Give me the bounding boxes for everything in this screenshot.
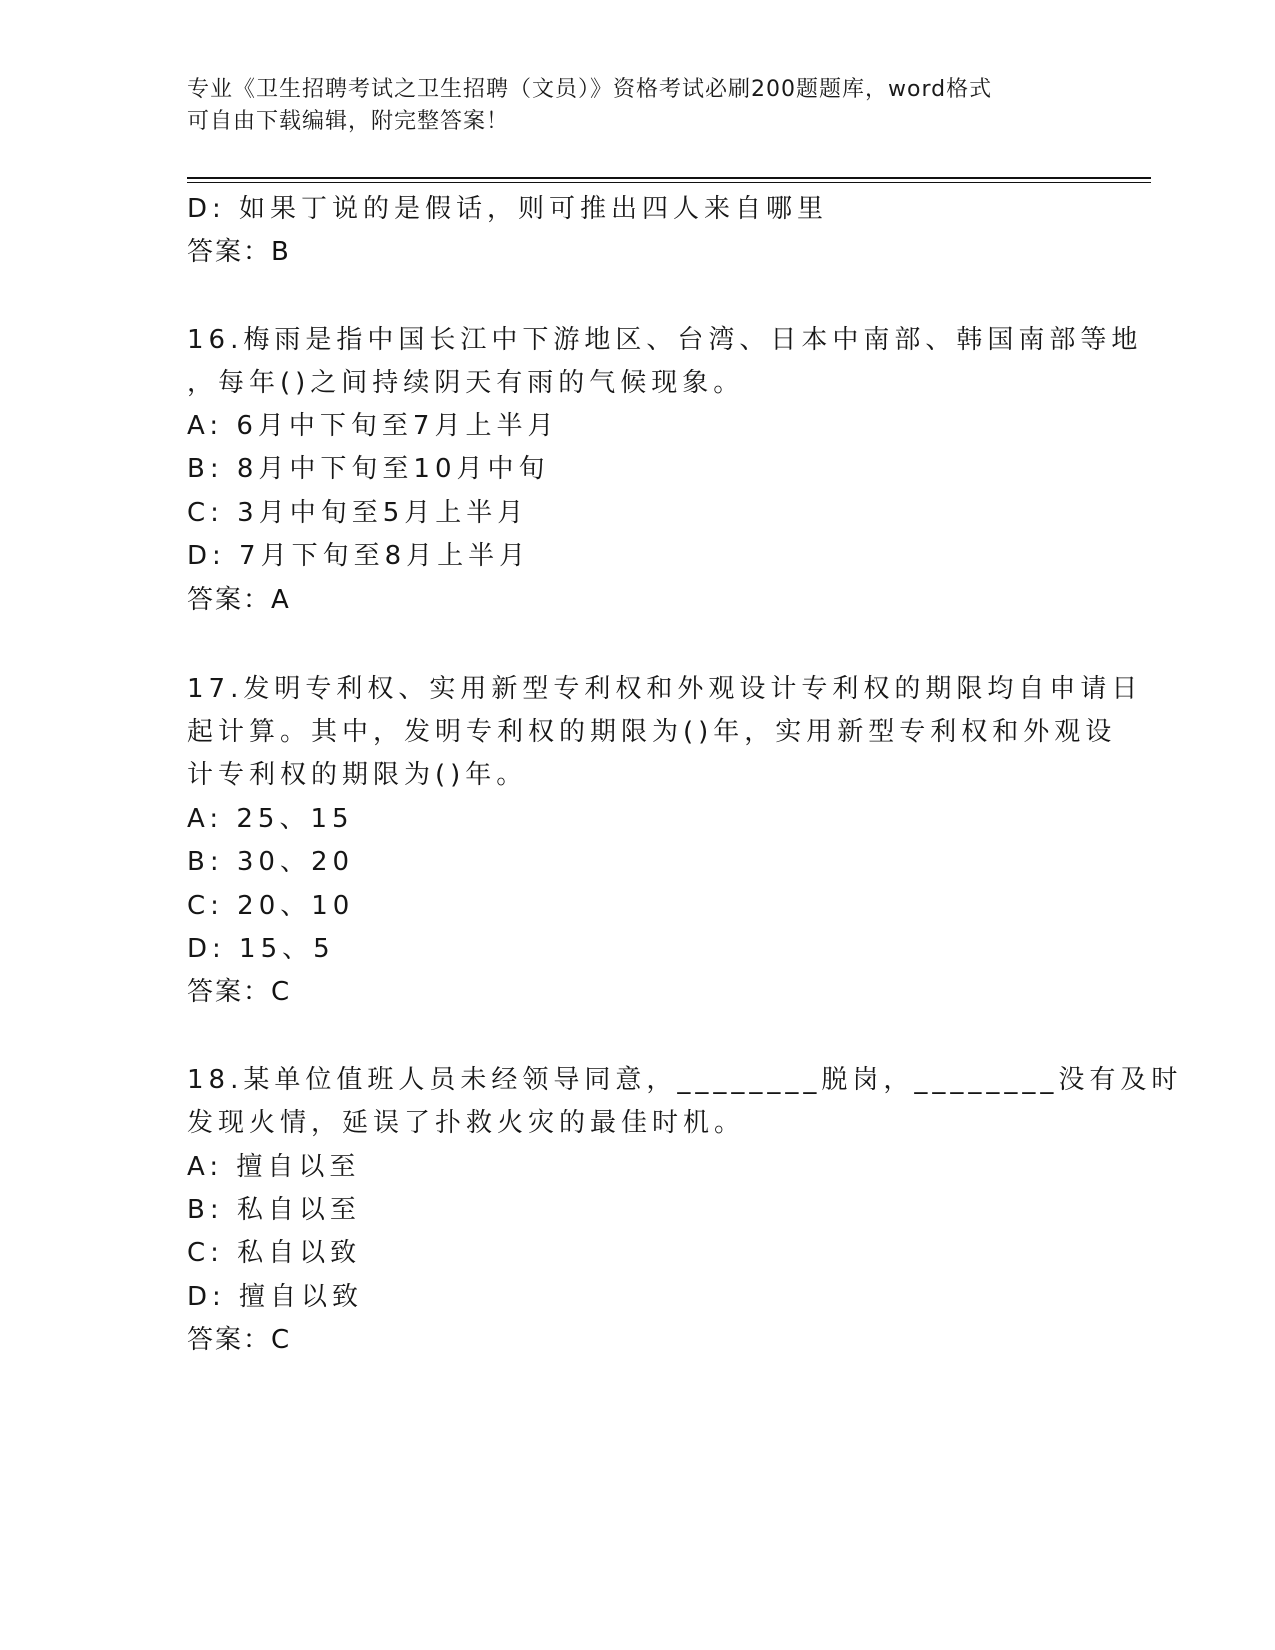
question-18-stem-line-1: 18.某单位值班人员未经领导同意，________脱岗，________没有及时 (187, 1065, 1183, 1095)
document-header (187, 74, 1087, 138)
question-16-option-a: A: 6月中下旬至7月上半月 (187, 411, 559, 441)
header-rule-thin (187, 182, 1151, 183)
question-16-stem-line-2: ，每年()之间持续阴天有雨的气候现象。 (187, 368, 745, 398)
question-17-stem-line-3: 计专利权的期限为()年。 (187, 760, 528, 790)
question-17-option-d: D: 15、5 (187, 934, 335, 964)
question-18-answer: 答案：C (187, 1325, 292, 1355)
question-17-stem-line-1: 17.发明专利权、实用新型专利权和外观设计专利权的期限均自申请日 (187, 674, 1143, 704)
question-18-option-a: A: 擅自以至 (187, 1152, 361, 1182)
question-17-stem-line-2: 起计算。其中，发明专利权的期限为()年，实用新型专利权和外观设 (187, 717, 1117, 747)
question-16-option-d: D: 7月下旬至8月上半月 (187, 541, 531, 571)
header-title-line-2: 可自由下载编辑，附完整答案！ (187, 109, 510, 134)
question-17-option-c: C: 20、10 (187, 891, 355, 921)
header-title-line-1: 专业《卫生招聘考试之卫生招聘（文员）》资格考试必刷200题题库，word格式 (187, 77, 993, 102)
question-18-option-d: D: 擅自以致 (187, 1282, 364, 1312)
header-rule-thick (187, 177, 1151, 179)
question-16-answer: 答案：A (187, 585, 291, 615)
question-17-answer: 答案：C (187, 977, 292, 1007)
question-17-option-a: A: 25、15 (187, 804, 354, 834)
question-16-option-c: C: 3月中旬至5月上半月 (187, 498, 529, 528)
question-17-option-b: B: 30、20 (187, 847, 355, 877)
question-16-option-b: B: 8月中下旬至10月中旬 (187, 454, 550, 484)
question-18-stem-line-2: 发现火情，延误了扑救火灾的最佳时机。 (187, 1108, 746, 1138)
question-18-option-c: C: 私自以致 (187, 1238, 362, 1268)
question-18-option-b: B: 私自以至 (187, 1195, 361, 1225)
prev-question-option-d: D: 如果丁说的是假话，则可推出四人来自哪里 (187, 194, 829, 224)
question-16-stem-line-1: 16.梅雨是指中国长江中下游地区、台湾、日本中南部、韩国南部等地 (187, 325, 1143, 355)
prev-question-answer: 答案：B (187, 237, 291, 267)
